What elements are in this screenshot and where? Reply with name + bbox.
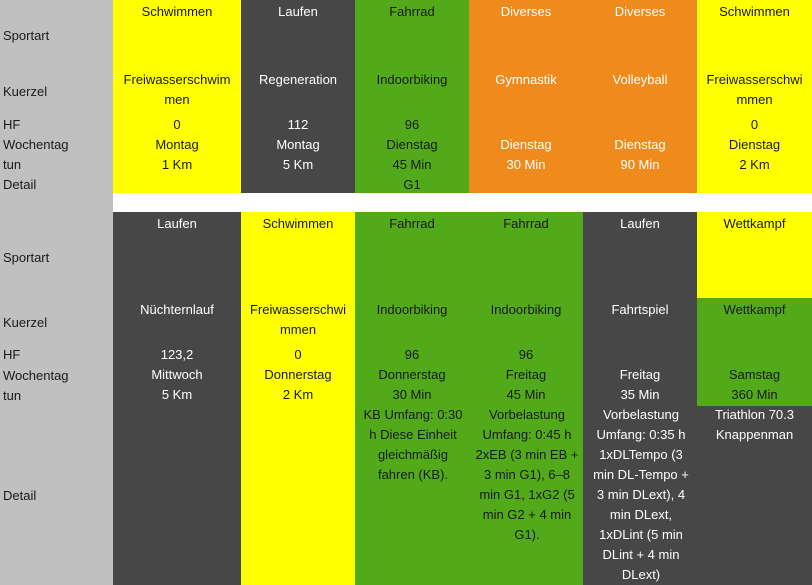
sportart-cell: Wettkampf — [723, 216, 786, 231]
week1-column — [697, 0, 812, 193]
row-label-sportart: Sportart — [3, 250, 50, 265]
sportart-cell: Laufen — [278, 4, 318, 19]
week1-column — [355, 0, 469, 193]
detail-cell: KB Umfang: 0:30 h Diese Einheit gleichmäßig fahren (KB). — [363, 407, 463, 482]
wochentag-cell: Freitag — [619, 367, 661, 382]
wochentag-cell: Dienstag — [614, 137, 666, 152]
wochentag-cell: Dienstag — [728, 137, 781, 152]
detail-cell: Triathlon 70.3 Knappenman — [714, 407, 794, 442]
kuerzel-cell: Freiwasserschwim men — [123, 72, 231, 107]
sportart-cell: Fahrrad — [503, 216, 549, 231]
detail-cell: Vorbelastung Umfang: 0:35 h 1xDLTempo (3 min DL-Tempo + 3 min DLext), 4 min DLext, 1xDLint (5 min DLint + 4 min DLext) — [593, 407, 689, 582]
detail-cell: G1 — [403, 177, 421, 192]
hf-cell: 96 — [404, 117, 420, 132]
row-label-tun: tun — [3, 157, 22, 172]
tun-cell: 45 Min — [392, 157, 432, 172]
sportart-cell: Diverses — [614, 4, 666, 19]
tun-cell: 360 Min — [731, 387, 778, 402]
week2-column — [241, 212, 355, 585]
tun-cell: 1 Km — [161, 157, 193, 172]
kuerzel-cell: Indoorbiking — [490, 302, 562, 317]
wochentag-cell: Montag — [276, 137, 320, 152]
hf-cell: 96 — [518, 347, 534, 362]
row-label-wochentag: Wochentag — [3, 368, 69, 383]
kuerzel-cell: Indoorbiking — [376, 72, 448, 87]
kuerzel-cell: Nüchternlauf — [140, 302, 214, 317]
row-label-kuerzel: Kuerzel — [3, 315, 48, 330]
wochentag-cell: Dienstag — [386, 137, 438, 152]
wochentag-cell: Dienstag — [500, 137, 552, 152]
sportart-cell: Schwimmen — [141, 4, 213, 19]
tun-cell: 30 Min — [392, 387, 432, 402]
week2-column — [697, 212, 812, 585]
tun-cell: 5 Km — [282, 157, 314, 172]
kuerzel-cell: Regeneration — [258, 72, 338, 87]
detail-cell: Vorbelastung Umfang: 0:45 h 2xEB (3 min EB + 3 min G1), 6–8 min G1, 1xG2 (5 min G2 + 4 min G1). — [475, 407, 579, 542]
kuerzel-cell: Freiwasserschwi mmen — [706, 72, 803, 107]
kuerzel-cell: Freiwasserschwi mmen — [249, 302, 347, 337]
wochentag-cell: Freitag — [505, 367, 547, 382]
kuerzel-cell: Indoorbiking — [376, 302, 448, 317]
week1-column — [583, 0, 697, 193]
row-label-detail: Detail — [3, 177, 37, 192]
wochentag-cell: Montag — [155, 137, 199, 152]
wochentag-cell: Mittwoch — [151, 367, 203, 382]
week1-column — [469, 0, 583, 193]
wettkampf-sportart-block — [697, 212, 812, 298]
row-label-detail: Detail — [3, 488, 37, 503]
sportart-cell: Fahrrad — [389, 4, 435, 19]
sportart-cell: Schwimmen — [262, 216, 334, 231]
row-label-kuerzel: Kuerzel — [3, 84, 48, 99]
hf-cell: 0 — [173, 117, 181, 132]
row-label-tun: tun — [3, 388, 22, 403]
hf-cell: 0 — [750, 117, 759, 132]
hf-cell: 96 — [404, 347, 420, 362]
tun-cell: 5 Km — [161, 387, 193, 402]
sportart-cell: Schwimmen — [719, 4, 790, 19]
wochentag-cell: Samstag — [728, 367, 781, 382]
week-separator — [113, 193, 812, 212]
tun-cell: 2 Km — [282, 387, 314, 402]
sportart-cell: Diverses — [500, 4, 552, 19]
week1-column — [113, 0, 241, 193]
kuerzel-cell: Gymnastik — [495, 72, 557, 87]
row-label-wochentag: Wochentag — [3, 137, 69, 152]
week2-column — [583, 212, 697, 585]
tun-cell: 35 Min — [620, 387, 660, 402]
kuerzel-cell: Fahrtspiel — [611, 302, 669, 317]
kuerzel-cell: Wettkampf — [723, 302, 786, 317]
week2-column — [355, 212, 469, 585]
hf-cell: 0 — [294, 347, 302, 362]
wochentag-cell: Donnerstag — [378, 367, 446, 382]
wettkampf-middle-block — [697, 298, 812, 406]
sportart-cell: Laufen — [157, 216, 197, 231]
sportart-cell: Fahrrad — [389, 216, 435, 231]
week1-column — [241, 0, 355, 193]
week2-column — [469, 212, 583, 585]
tun-cell: 45 Min — [506, 387, 546, 402]
kuerzel-cell: Volleyball — [612, 72, 668, 87]
tun-cell: 30 Min — [506, 157, 546, 172]
hf-cell: 112 — [287, 117, 309, 132]
hf-cell: 123,2 — [160, 347, 194, 362]
tun-cell: 2 Km — [739, 157, 770, 172]
wettkampf-detail-block — [697, 406, 812, 585]
tun-cell: 90 Min — [620, 157, 660, 172]
row-label-hf: HF — [3, 347, 21, 362]
row-label-sportart: Sportart — [3, 28, 50, 43]
wochentag-cell: Donnerstag — [264, 367, 332, 382]
sportart-cell: Laufen — [620, 216, 660, 231]
row-label-hf: HF — [3, 117, 21, 132]
week2-column — [113, 212, 241, 585]
